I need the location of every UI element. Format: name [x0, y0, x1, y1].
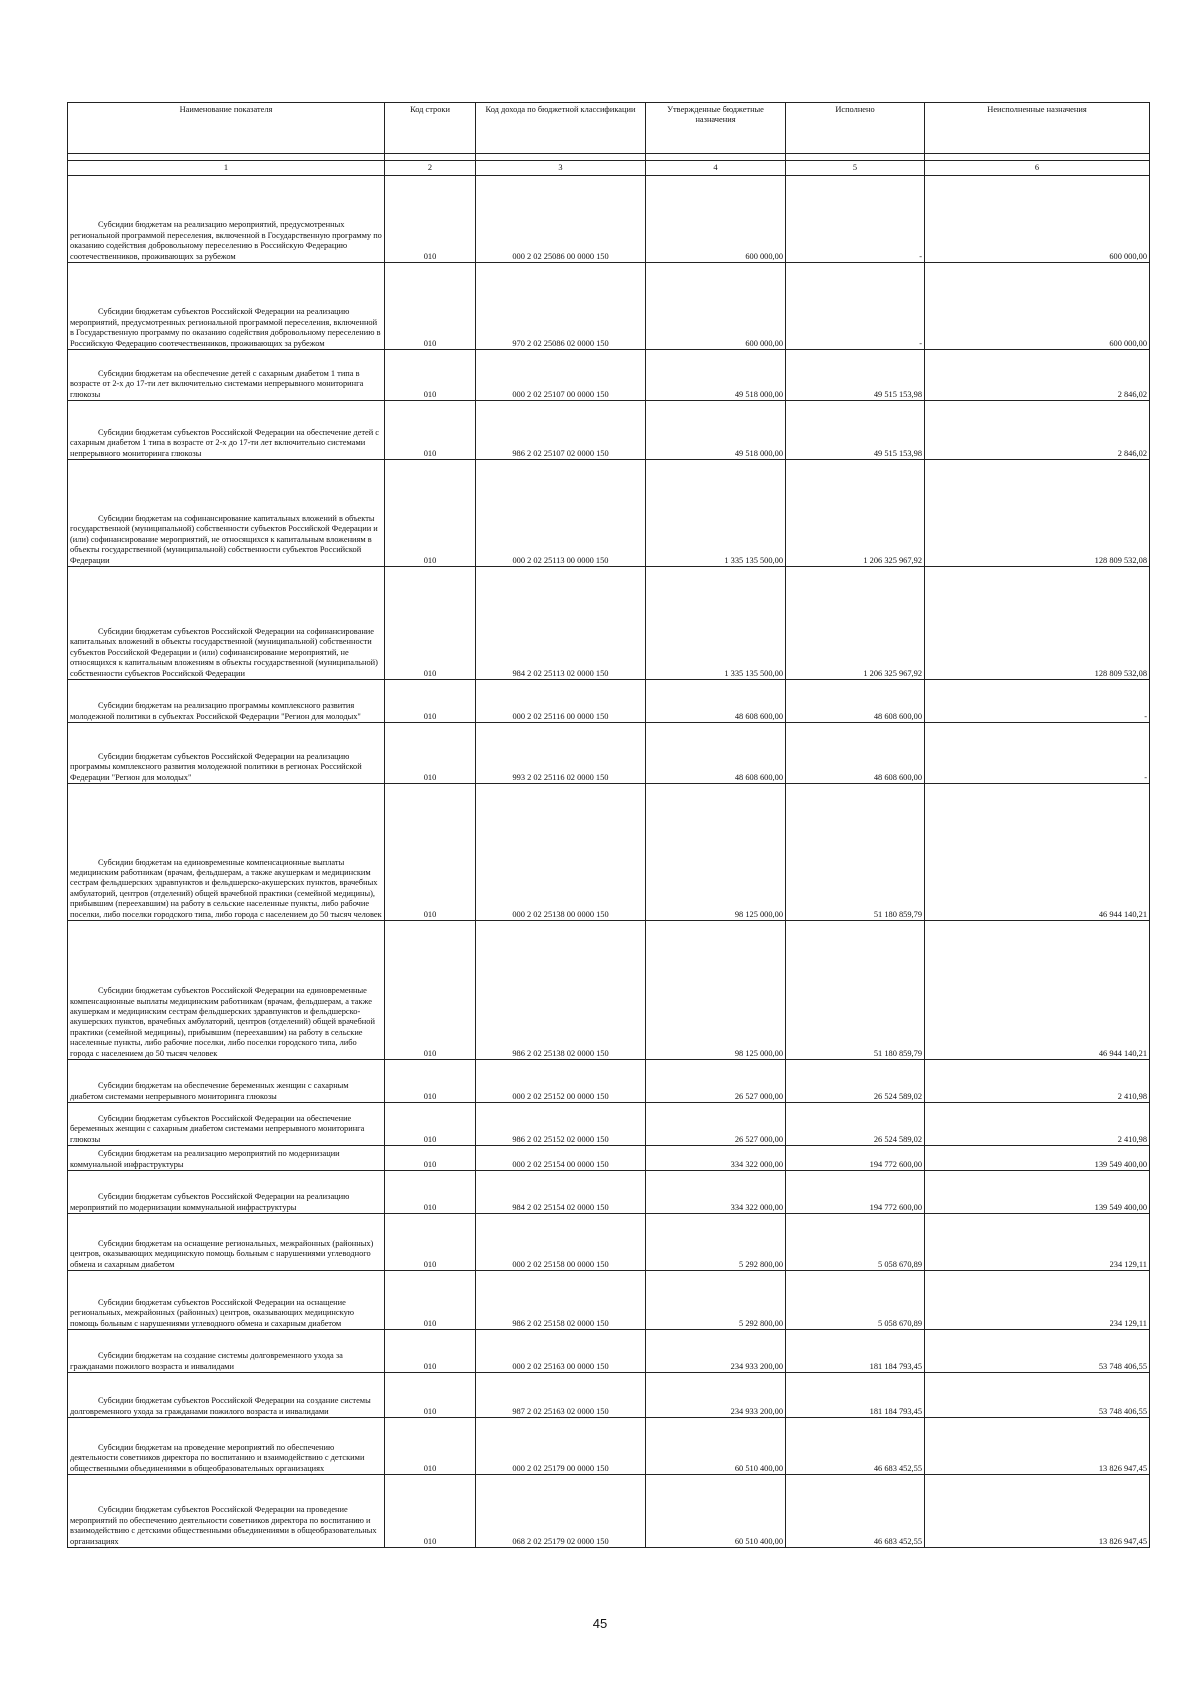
approved-amount-cell: 98 125 000,00 [646, 921, 786, 1060]
income-code-cell: 987 2 02 25163 02 0000 150 [476, 1373, 646, 1418]
indicator-name-cell: Субсидии бюджетам на оснащение региональных, межрайонных (районных) центров, оказывающих медицинскую помощь больным с нарушениями углеводного обмена и сахарным диабетом [68, 1214, 385, 1271]
indicator-name-cell: Субсидии бюджетам субъектов Российской Федерации на реализацию мероприятий по модернизации коммунальной инфраструктуры [68, 1171, 385, 1214]
income-code-cell: 986 2 02 25107 02 0000 150 [476, 401, 646, 460]
executed-amount-cell: 46 683 452,55 [786, 1418, 925, 1475]
executed-amount-cell: 48 608 600,00 [786, 680, 925, 723]
executed-amount-cell: 51 180 859,79 [786, 784, 925, 921]
approved-amount-cell: 48 608 600,00 [646, 723, 786, 784]
page-number: 45 [592, 1616, 608, 1631]
indicator-name-cell: Субсидии бюджетам на создание системы долговременного ухода за гражданами пожилого возраста и инвалидами [68, 1330, 385, 1373]
executed-amount-cell: 194 772 600,00 [786, 1146, 925, 1171]
table-body [68, 176, 1150, 1548]
approved-amount-cell: 98 125 000,00 [646, 784, 786, 921]
unexecuted-amount-cell: - [925, 723, 1150, 784]
approved-amount-cell: 5 292 800,00 [646, 1214, 786, 1271]
income-code-cell: 000 2 02 25163 00 0000 150 [476, 1330, 646, 1373]
unexecuted-amount-cell: 600 000,00 [925, 263, 1150, 350]
income-code-cell: 000 2 02 25179 00 0000 150 [476, 1418, 646, 1475]
approved-amount-cell: 26 527 000,00 [646, 1060, 786, 1103]
indicator-name-cell: Субсидии бюджетам на обеспечение беременных женщин с сахарным диабетом системами непрерывного мониторинга глюкозы [68, 1060, 385, 1103]
executed-amount-cell: 5 058 670,89 [786, 1214, 925, 1271]
indicator-name-cell: Субсидии бюджетам на реализацию программы комплексного развития молодежной политики в субъектах Российской Федерации "Регион для молодых" [68, 680, 385, 723]
unexecuted-amount-cell: 2 846,02 [925, 401, 1150, 460]
header-approved: Утвержденные бюджетные назначения [646, 103, 786, 154]
unexecuted-amount-cell: 600 000,00 [925, 176, 1150, 263]
approved-amount-cell: 600 000,00 [646, 263, 786, 350]
indicator-name-cell: Субсидии бюджетам субъектов Российской Федерации на обеспечение беременных женщин с сахарным диабетом системами непрерывного мониторинга глюкозы [68, 1103, 385, 1146]
approved-amount-cell: 60 510 400,00 [646, 1475, 786, 1548]
header-gap-row [68, 154, 1150, 161]
column-number: 6 [925, 161, 1150, 176]
approved-amount-cell: 49 518 000,00 [646, 401, 786, 460]
indicator-name-cell: Субсидии бюджетам на проведение мероприятий по обеспечению деятельности советников директора по воспитанию и взаимодействию с детскими общественными объединениями в общеобразовательных организациях [68, 1418, 385, 1475]
income-code-cell: 986 2 02 25152 02 0000 150 [476, 1103, 646, 1146]
budget-execution-table [67, 102, 1150, 1548]
table-row [68, 1214, 1150, 1271]
income-code-cell: 984 2 02 25113 02 0000 150 [476, 567, 646, 680]
column-number: 5 [786, 161, 925, 176]
unexecuted-amount-cell: 13 826 947,45 [925, 1418, 1150, 1475]
executed-amount-cell: 1 206 325 967,92 [786, 567, 925, 680]
executed-amount-cell: 49 515 153,98 [786, 401, 925, 460]
income-code-cell: 000 2 02 25154 00 0000 150 [476, 1146, 646, 1171]
unexecuted-amount-cell: 53 748 406,55 [925, 1330, 1150, 1373]
executed-amount-cell: - [786, 176, 925, 263]
unexecuted-amount-cell: 13 826 947,45 [925, 1475, 1150, 1548]
approved-amount-cell: 600 000,00 [646, 176, 786, 263]
indicator-name-cell: Субсидии бюджетам на реализацию мероприятий по модернизации коммунальной инфраструктуры [68, 1146, 385, 1171]
indicator-name-cell: Субсидии бюджетам субъектов Российской Федерации на оснащение региональных, межрайонных (районных) центров, оказывающих медицинскую помощь больным с нарушениями углеводного обмена и сахарным диабетом [68, 1271, 385, 1330]
line-code-cell: 010 [385, 1271, 476, 1330]
line-code-cell: 010 [385, 350, 476, 401]
approved-amount-cell: 234 933 200,00 [646, 1330, 786, 1373]
line-code-cell: 010 [385, 401, 476, 460]
line-code-cell: 010 [385, 1475, 476, 1548]
income-code-cell: 000 2 02 25116 00 0000 150 [476, 680, 646, 723]
indicator-name-cell: Субсидии бюджетам субъектов Российской Федерации на обеспечение детей с сахарным диабетом 1 типа в возрасте от 2-х до 17-ти лет включительно системами непрерывного мониторинга глюкозы [68, 401, 385, 460]
executed-amount-cell: 1 206 325 967,92 [786, 460, 925, 567]
line-code-cell: 010 [385, 1214, 476, 1271]
approved-amount-cell: 334 322 000,00 [646, 1171, 786, 1214]
column-number: 1 [68, 161, 385, 176]
income-code-cell: 993 2 02 25116 02 0000 150 [476, 723, 646, 784]
header-line-code: Код строки [385, 103, 476, 154]
unexecuted-amount-cell: 139 549 400,00 [925, 1171, 1150, 1214]
table-row [68, 1475, 1150, 1548]
approved-amount-cell: 48 608 600,00 [646, 680, 786, 723]
indicator-name-cell: Субсидии бюджетам субъектов Российской Федерации на создание системы долговременного ухода за гражданами пожилого возраста и инвалидами [68, 1373, 385, 1418]
line-code-cell: 010 [385, 1060, 476, 1103]
header-executed: Исполнено [786, 103, 925, 154]
income-code-cell: 000 2 02 25107 00 0000 150 [476, 350, 646, 401]
line-code-cell: 010 [385, 784, 476, 921]
table-row [68, 460, 1150, 567]
table-row [68, 350, 1150, 401]
executed-amount-cell: 181 184 793,45 [786, 1373, 925, 1418]
income-code-cell: 986 2 02 25158 02 0000 150 [476, 1271, 646, 1330]
line-code-cell: 010 [385, 1330, 476, 1373]
unexecuted-amount-cell: 46 944 140,21 [925, 921, 1150, 1060]
executed-amount-cell: 51 180 859,79 [786, 921, 925, 1060]
approved-amount-cell: 49 518 000,00 [646, 350, 786, 401]
unexecuted-amount-cell: 139 549 400,00 [925, 1146, 1150, 1171]
unexecuted-amount-cell: 128 809 532,08 [925, 460, 1150, 567]
line-code-cell: 010 [385, 680, 476, 723]
executed-amount-cell: 194 772 600,00 [786, 1171, 925, 1214]
executed-amount-cell: 26 524 589,02 [786, 1103, 925, 1146]
line-code-cell: 010 [385, 460, 476, 567]
indicator-name-cell: Субсидии бюджетам на единовременные компенсационные выплаты медицинским работникам (врачам, фельдшерам, а также акушеркам и медицинским сестрам фельдшерских здравпунктов и фельдшерско-акушерских пунктов, врачебных амбулаторий, центров (отделений) общей врачебной практики (семейной медицины), прибывшим (переехавшим) на работу в сельские населенные пункты, либо рабочие поселки, либо поселки городского типа, либо города с населением до 50 тысяч человек [68, 784, 385, 921]
executed-amount-cell: 181 184 793,45 [786, 1330, 925, 1373]
unexecuted-amount-cell: 2 410,98 [925, 1060, 1150, 1103]
unexecuted-amount-cell: 53 748 406,55 [925, 1373, 1150, 1418]
line-code-cell: 010 [385, 723, 476, 784]
indicator-name-cell: Субсидии бюджетам субъектов Российской Федерации на единовременные компенсационные выплаты медицинским работникам (врачам, фельдшерам, а также акушеркам и медицинским сестрам фельдшерских здравпунктов и фельдшерско-акушерских пунктов, врачебных амбулаторий, центров (отделений) общей врачебной практики (семейной медицины), прибывшим (переехавшим) на работу в сельские населенные пункты, либо рабочие поселки, либо поселки городского типа, либо города с населением до 50 тысяч человек [68, 921, 385, 1060]
table-row [68, 1060, 1150, 1103]
line-code-cell: 010 [385, 1418, 476, 1475]
income-code-cell: 970 2 02 25086 02 0000 150 [476, 263, 646, 350]
line-code-cell: 010 [385, 921, 476, 1060]
income-code-cell: 000 2 02 25113 00 0000 150 [476, 460, 646, 567]
table-row [68, 401, 1150, 460]
column-number: 3 [476, 161, 646, 176]
table-row [68, 784, 1150, 921]
line-code-cell: 010 [385, 567, 476, 680]
income-code-cell: 068 2 02 25179 02 0000 150 [476, 1475, 646, 1548]
table-row [68, 680, 1150, 723]
income-code-cell: 000 2 02 25152 00 0000 150 [476, 1060, 646, 1103]
table-row [68, 1271, 1150, 1330]
unexecuted-amount-cell: 234 129,11 [925, 1214, 1150, 1271]
table-row [68, 263, 1150, 350]
table-row [68, 1103, 1150, 1146]
line-code-cell: 010 [385, 176, 476, 263]
table-row [68, 1146, 1150, 1171]
executed-amount-cell: 5 058 670,89 [786, 1271, 925, 1330]
approved-amount-cell: 334 322 000,00 [646, 1146, 786, 1171]
income-code-cell: 000 2 02 25138 00 0000 150 [476, 784, 646, 921]
column-number: 2 [385, 161, 476, 176]
unexecuted-amount-cell: 234 129,11 [925, 1271, 1150, 1330]
indicator-name-cell: Субсидии бюджетам на софинансирование капитальных вложений в объекты государственной (муниципальной) собственности субъектов Российской Федерации и (или) софинансирование мероприятий, не относящихся к капитальным вложениям в объекты государственной (муниципальной) собственности субъектов Российской Федерации [68, 460, 385, 567]
table-row [68, 1418, 1150, 1475]
indicator-name-cell: Субсидии бюджетам субъектов Российской Федерации на софинансирование капитальных вложений в объекты государственной (муниципальной) собственности субъектов Российской Федерации и (или) софинансирование мероприятий, не относящихся к капитальным вложениям в объекты государственной (муниципальной) собственности субъектов Российской Федерации [68, 567, 385, 680]
unexecuted-amount-cell: 2 410,98 [925, 1103, 1150, 1146]
header-row [68, 103, 1150, 154]
unexecuted-amount-cell: 128 809 532,08 [925, 567, 1150, 680]
executed-amount-cell: - [786, 263, 925, 350]
approved-amount-cell: 5 292 800,00 [646, 1271, 786, 1330]
income-code-cell: 986 2 02 25138 02 0000 150 [476, 921, 646, 1060]
executed-amount-cell: 46 683 452,55 [786, 1475, 925, 1548]
table-row [68, 1171, 1150, 1214]
approved-amount-cell: 60 510 400,00 [646, 1418, 786, 1475]
executed-amount-cell: 49 515 153,98 [786, 350, 925, 401]
column-number-row [68, 161, 1150, 176]
approved-amount-cell: 234 933 200,00 [646, 1373, 786, 1418]
table-row [68, 1373, 1150, 1418]
indicator-name-cell: Субсидии бюджетам субъектов Российской Федерации на реализацию программы комплексного развития молодежной политики в регионах Российской Федерации "Регион для молодых" [68, 723, 385, 784]
approved-amount-cell: 1 335 135 500,00 [646, 460, 786, 567]
indicator-name-cell: Субсидии бюджетам субъектов Российской Федерации на проведение мероприятий по обеспечению деятельности советников директора по воспитанию и взаимодействию с детскими общественными объединениями в общеобразовательных организациях [68, 1475, 385, 1548]
table-row [68, 176, 1150, 263]
income-code-cell: 000 2 02 25086 00 0000 150 [476, 176, 646, 263]
executed-amount-cell: 48 608 600,00 [786, 723, 925, 784]
line-code-cell: 010 [385, 1103, 476, 1146]
unexecuted-amount-cell: 46 944 140,21 [925, 784, 1150, 921]
executed-amount-cell: 26 524 589,02 [786, 1060, 925, 1103]
line-code-cell: 010 [385, 1373, 476, 1418]
line-code-cell: 010 [385, 263, 476, 350]
header-income-code: Код дохода по бюджетной классификации [476, 103, 646, 154]
indicator-name-cell: Субсидии бюджетам субъектов Российской Федерации на реализацию мероприятий, предусмотренных региональной программой переселения, включенной в Государственную программу по оказанию содействия добровольному переселению в Российскую Федерацию соотечественников, проживающих за рубежом [68, 263, 385, 350]
unexecuted-amount-cell: 2 846,02 [925, 350, 1150, 401]
income-code-cell: 984 2 02 25154 02 0000 150 [476, 1171, 646, 1214]
table-row [68, 921, 1150, 1060]
header-indicator-name: Наименование показателя [68, 103, 385, 154]
income-code-cell: 000 2 02 25158 00 0000 150 [476, 1214, 646, 1271]
column-number: 4 [646, 161, 786, 176]
budget-report-sheet [67, 102, 1149, 1548]
indicator-name-cell: Субсидии бюджетам на обеспечение детей с сахарным диабетом 1 типа в возрасте от 2-х до 17-ти лет включительно системами непрерывного мониторинга глюкозы [68, 350, 385, 401]
table-row [68, 567, 1150, 680]
header-unexecuted: Неисполненные назначения [925, 103, 1150, 154]
table-row [68, 723, 1150, 784]
line-code-cell: 010 [385, 1146, 476, 1171]
indicator-name-cell: Субсидии бюджетам на реализацию мероприятий, предусмотренных региональной программой переселения, включенной в Государственную программу по оказанию содействия добровольному переселению в Российскую Федерацию соотечественников, проживающих за рубежом [68, 176, 385, 263]
approved-amount-cell: 26 527 000,00 [646, 1103, 786, 1146]
table-header [68, 103, 1150, 176]
line-code-cell: 010 [385, 1171, 476, 1214]
unexecuted-amount-cell: - [925, 680, 1150, 723]
approved-amount-cell: 1 335 135 500,00 [646, 567, 786, 680]
table-row [68, 1330, 1150, 1373]
